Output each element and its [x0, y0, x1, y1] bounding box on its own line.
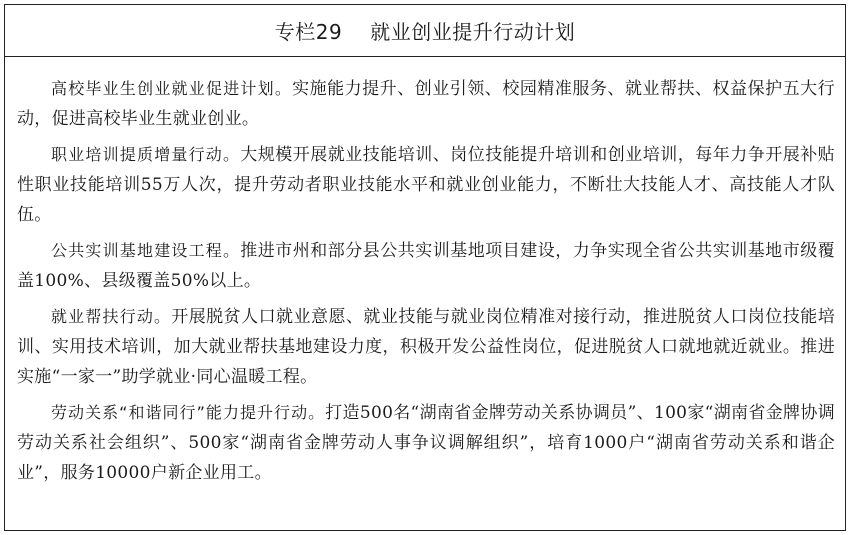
- box-label: 专栏29: [274, 20, 343, 44]
- box-header: [5, 5, 845, 57]
- paragraph-vocational-training: [17, 140, 835, 230]
- paragraph-heading: 就业帮扶行动。: [51, 307, 172, 326]
- box-content: [5, 57, 845, 488]
- paragraph-body: 大规模开展就业技能培训、岗位技能提升培训和创业培训，每年力争开展补贴性职业技能培训55万人次，提升劳动者职业技能水平和就业创业能力，不断壮大技能人才、高技能人才队伍。: [17, 145, 835, 225]
- paragraph-graduate-plan: [17, 74, 835, 134]
- paragraph-heading: 公共实训基地建设工程。: [51, 241, 241, 260]
- box-title: 就业创业提升行动计划: [370, 20, 576, 44]
- paragraph-employment-assistance: [17, 302, 835, 392]
- paragraph-body: 实施能力提升、创业引领、校园精准服务、就业帮扶、权益保护五大行动，促进高校毕业生就业创业。: [17, 79, 835, 129]
- paragraph-training-base: [17, 236, 835, 296]
- paragraph-body: 开展脱贫人口就业意愿、就业技能与就业岗位精准对接行动，推进脱贫人口岗位技能培训、实用技术培训，加大就业帮扶基地建设力度，积极开发公益性岗位，促进脱贫人口就地就近就业。推进实施“一家一”助学就业·同心温暖工程。: [17, 307, 835, 387]
- paragraph-heading: 职业培训提质增量行动。: [51, 145, 241, 164]
- paragraph-heading: 劳动关系“和谐同行”能力提升行动。: [51, 403, 326, 422]
- paragraph-heading: 高校毕业生创业就业促进计划。: [51, 79, 293, 98]
- column-box: [4, 4, 846, 531]
- paragraph-labor-relations: [17, 398, 835, 488]
- paragraph-body: 推进市州和部分县公共实训基地项目建设，力争实现全省公共实训基地市级覆盖100%、县级覆盖50%以上。: [17, 241, 835, 291]
- paragraph-body: 打造500名“湖南省金牌劳动关系协调员”、100家“湖南省金牌协调劳动关系社会组织”、500家“湖南省金牌劳动人事争议调解组织”，培育1000户“湖南省劳动关系和谐企业”，服务10000户新企业用工。: [17, 403, 835, 483]
